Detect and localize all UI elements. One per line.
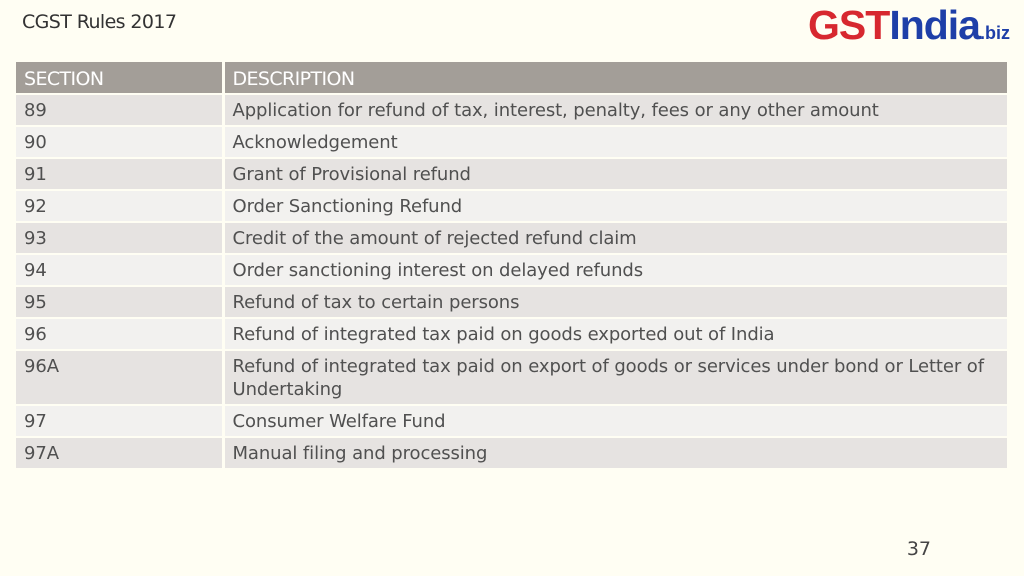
description-cell: Order Sanctioning Refund: [223, 190, 1007, 222]
table-row: [16, 437, 1007, 468]
table-row: [16, 350, 1007, 405]
table-row: [16, 94, 1007, 126]
column-header-description: DESCRIPTION: [223, 62, 1007, 94]
description-cell: Acknowledgement: [223, 126, 1007, 158]
description-cell: Credit of the amount of rejected refund claim: [223, 222, 1007, 254]
table-row: [16, 126, 1007, 158]
logo-gst-text: GST: [808, 2, 890, 48]
table-row: [16, 405, 1007, 437]
table-header-row: [16, 62, 1007, 94]
table-row: [16, 158, 1007, 190]
table-row: [16, 318, 1007, 350]
section-cell: 92: [16, 190, 223, 222]
description-cell: Grant of Provisional refund: [223, 158, 1007, 190]
gstindia-logo: [808, 2, 1010, 49]
column-header-section: SECTION: [16, 62, 223, 94]
table-row: [16, 286, 1007, 318]
table-row: [16, 222, 1007, 254]
section-cell: 94: [16, 254, 223, 286]
description-cell: Application for refund of tax, interest, penalty, fees or any other amount: [223, 94, 1007, 126]
description-cell: Refund of integrated tax paid on goods exported out of India: [223, 318, 1007, 350]
section-cell: 96: [16, 318, 223, 350]
logo-india-text: India: [889, 2, 980, 48]
table-row: [16, 190, 1007, 222]
description-cell: Refund of tax to certain persons: [223, 286, 1007, 318]
section-cell: 91: [16, 158, 223, 190]
description-cell: Order sanctioning interest on delayed refunds: [223, 254, 1007, 286]
description-cell: Consumer Welfare Fund: [223, 405, 1007, 437]
page-number: 37: [906, 538, 931, 560]
page-title: CGST Rules 2017: [22, 11, 177, 33]
table-row: [16, 254, 1007, 286]
section-cell: 97: [16, 405, 223, 437]
description-cell: Manual filing and processing: [223, 437, 1007, 468]
logo-biz-text: .biz: [980, 23, 1010, 43]
section-cell: 97A: [16, 437, 223, 468]
rules-table: [16, 62, 1007, 468]
section-cell: 93: [16, 222, 223, 254]
section-cell: 95: [16, 286, 223, 318]
section-cell: 90: [16, 126, 223, 158]
section-cell: 89: [16, 94, 223, 126]
section-cell: 96A: [16, 350, 223, 405]
description-cell: Refund of integrated tax paid on export of goods or services under bond or Letter of Undertaking: [223, 350, 1007, 405]
